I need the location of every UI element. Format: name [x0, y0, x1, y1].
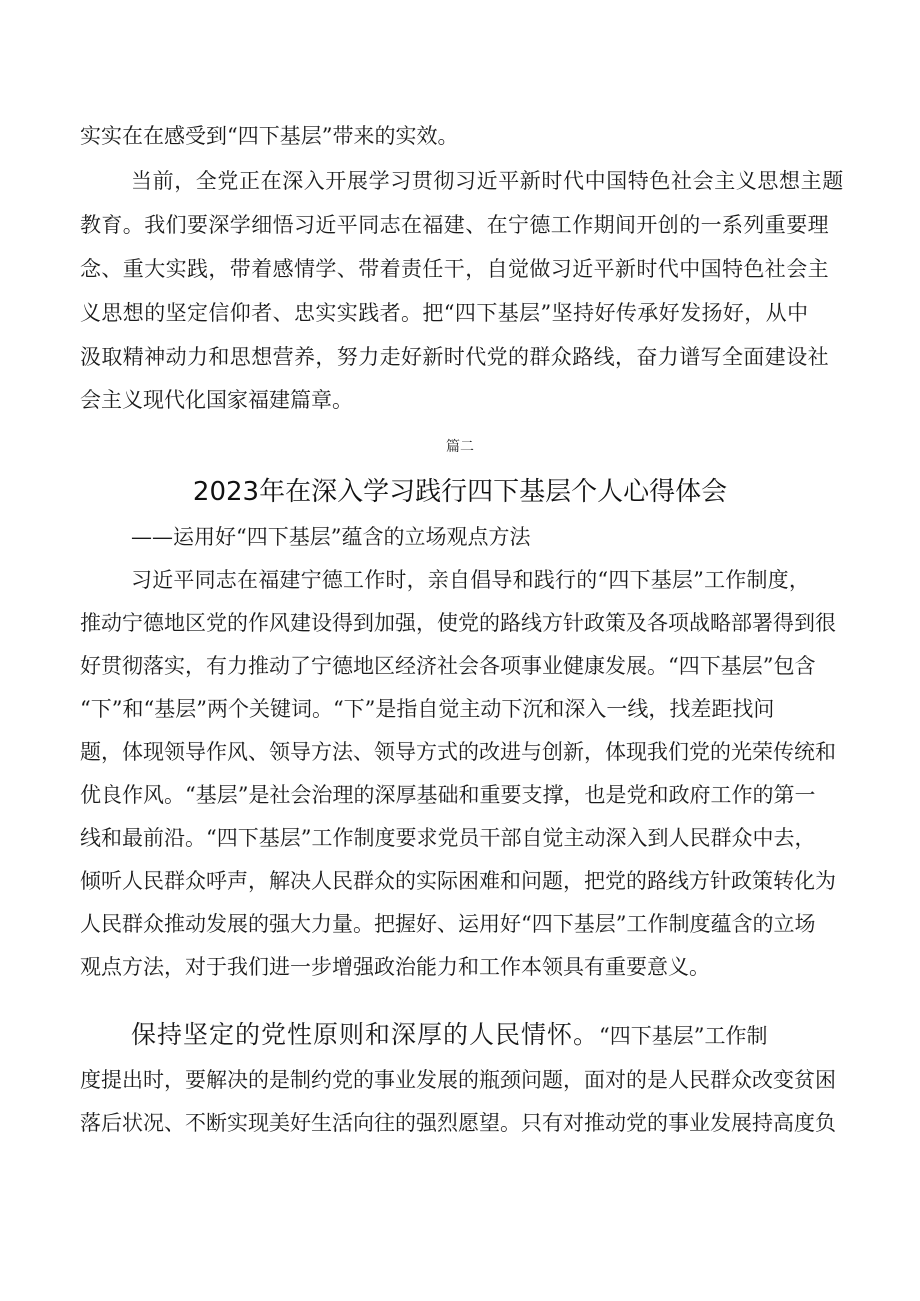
paragraph-line: 当前，全党正在深入开展学习贯彻习近平新时代中国特色社会主义思想主题 [131, 169, 844, 193]
paragraph-line: 人民群众推动发展的强大力量。把握好、运用好“四下基层”工作制度蕴含的立场 [80, 912, 816, 936]
intro-line: 实实在在感受到“四下基层”带来的实效。 [80, 124, 459, 148]
paragraph-line: 推动宁德地区党的作风建设得到加强，使党的路线方针政策及各项战略部署得到很 [80, 611, 836, 635]
paragraph-line: 倾听人民群众呼声，解决人民群众的实际困难和问题，把党的路线方针政策转化为 [80, 869, 836, 893]
paragraph-line: 教育。我们要深学细悟习近平同志在福建、在宁德工作期间开创的一系列重要理 [80, 213, 829, 237]
article-subtitle: ——运用好“四下基层”蕴含的立场观点方法 [131, 525, 531, 549]
section-label: 篇二 [446, 439, 474, 455]
paragraph-line: 好贯彻落实，有力推动了宁德地区经济社会各项事业健康发展。“四下基层”包含 [80, 654, 816, 678]
paragraph-line: 线和最前沿。“四下基层”工作制度要求党员干部自觉主动深入到人民群众中去， [80, 826, 816, 850]
paragraph-line: 度提出时，要解决的是制约党的事业发展的瓶颈问题，面对的是人民群众改变贫困 [80, 1068, 836, 1092]
paragraph-line: 义思想的坚定信仰者、忠实实践者。把“四下基层”坚持好传承好发扬好，从中 [80, 301, 809, 325]
paragraph-line: 观点方法，对于我们进一步增强政治能力和工作本领具有重要意义。 [80, 955, 710, 979]
paragraph-text: “四下基层”工作制 [599, 1024, 768, 1048]
paragraph-line: 念、重大实践，带着感情学、带着责任干，自觉做习近平新时代中国特色社会主 [80, 257, 829, 281]
paragraph-line: 题，体现领导作风、领导方法、领导方式的改进与创新，体现我们党的光荣传统和 [80, 740, 836, 764]
paragraph-line: 优良作风。“基层”是社会治理的深厚基础和重要支撑，也是党和政府工作的第一 [80, 783, 816, 807]
paragraph-heading: 保持坚定的党性原则和深厚的人民情怀。 [131, 1020, 600, 1049]
paragraph-line: 落后状况、不断实现美好生活向往的强烈愿望。只有对推动党的事业发展持高度负 [80, 1111, 836, 1135]
paragraph-line: 汲取精神动力和思想营养，努力走好新时代党的群众路线，奋力谱写全面建设社 [80, 345, 829, 369]
paragraph-first-line [131, 1018, 768, 1052]
article-title: 2023年在深入学习践行四下基层个人心得体会 [192, 477, 728, 507]
paragraph-line: 习近平同志在福建宁德工作时，亲自倡导和践行的“四下基层”工作制度， [131, 568, 811, 592]
paragraph-line: 会主义现代化国家福建篇章。 [80, 388, 353, 412]
paragraph-line: “下”和“基层”两个关键词。“下”是指自觉主动下沉和深入一线，找差距找问 [80, 697, 775, 721]
